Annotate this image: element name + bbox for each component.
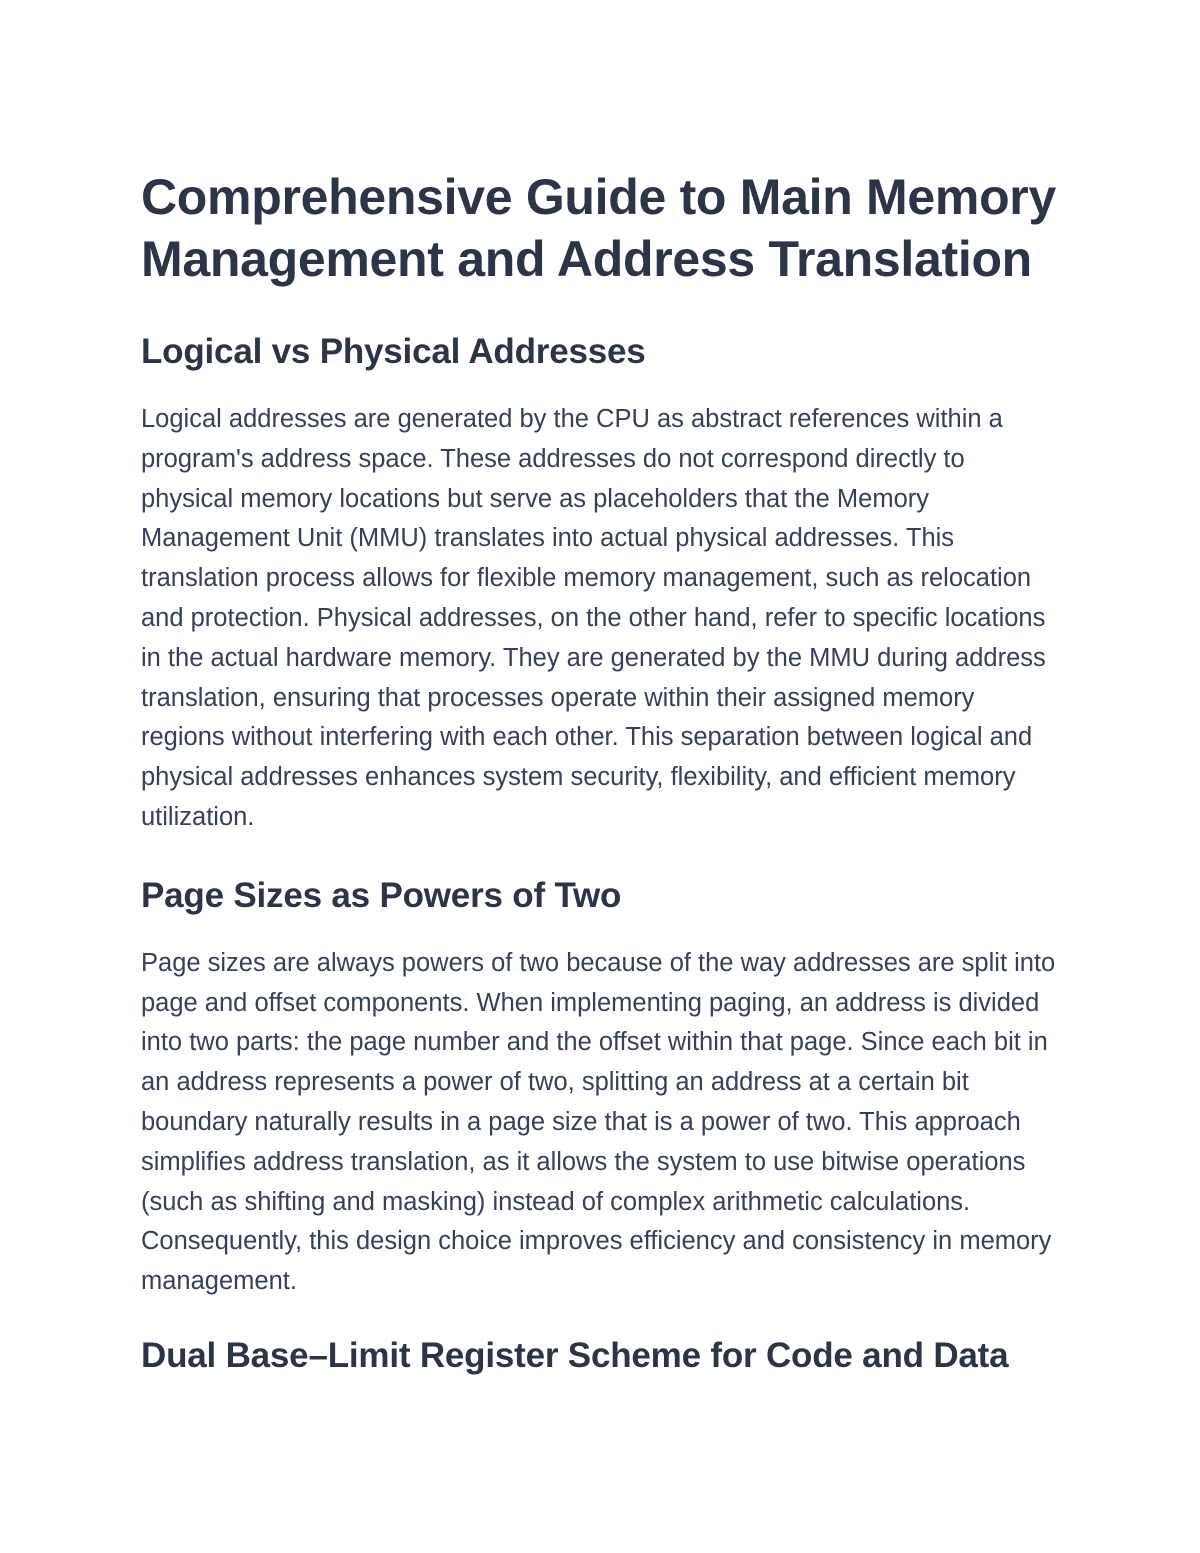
section-heading-dual-base-limit: Dual Base–Limit Register Scheme for Code and Data: [141, 1335, 1009, 1375]
section-heading-logical-vs-physical: Logical vs Physical Addresses: [141, 332, 646, 371]
document-page: [141, 166, 1061, 1384]
section-body-logical-vs-physical: Logical addresses are generated by the CPU as abstract references within a program's address space. These addresses do not correspond directly to physical memory locations but serve as placeholders that the Memory Management Unit (MMU) translates into actual physical addresses. This translation process allows for flexible memory management, such as relocation and protection. Physical addresses, on the other hand, refer to specific locations in the actual hardware memory. They are generated by the MMU during address translation, ensuring that processes operate within their assigned memory regions without interfering with each other. This separation between logical and physical addresses enhances system security, flexibility, and efficient memory utilization.: [141, 405, 1046, 831]
section-body-page-sizes: Page sizes are always powers of two because of the way addresses are split into page and offset components. When implementing paging, an address is divided into two parts: the page number and the offset within that page. Since each bit in an address represents a power of two, splitting an address at a certain bit boundary naturally results in a page size that is a power of two. This approach simplifies address translation, as it allows the system to use bitwise operations (such as shifting and masking) instead of complex arithmetic calculations. Consequently, this design choice improves efficiency and consistency in memory management.: [141, 948, 1056, 1296]
section-heading-page-sizes: Page Sizes as Powers of Two: [141, 875, 622, 915]
document-title: Comprehensive Guide to Main Memory Management and Address Translation: [141, 169, 1056, 287]
